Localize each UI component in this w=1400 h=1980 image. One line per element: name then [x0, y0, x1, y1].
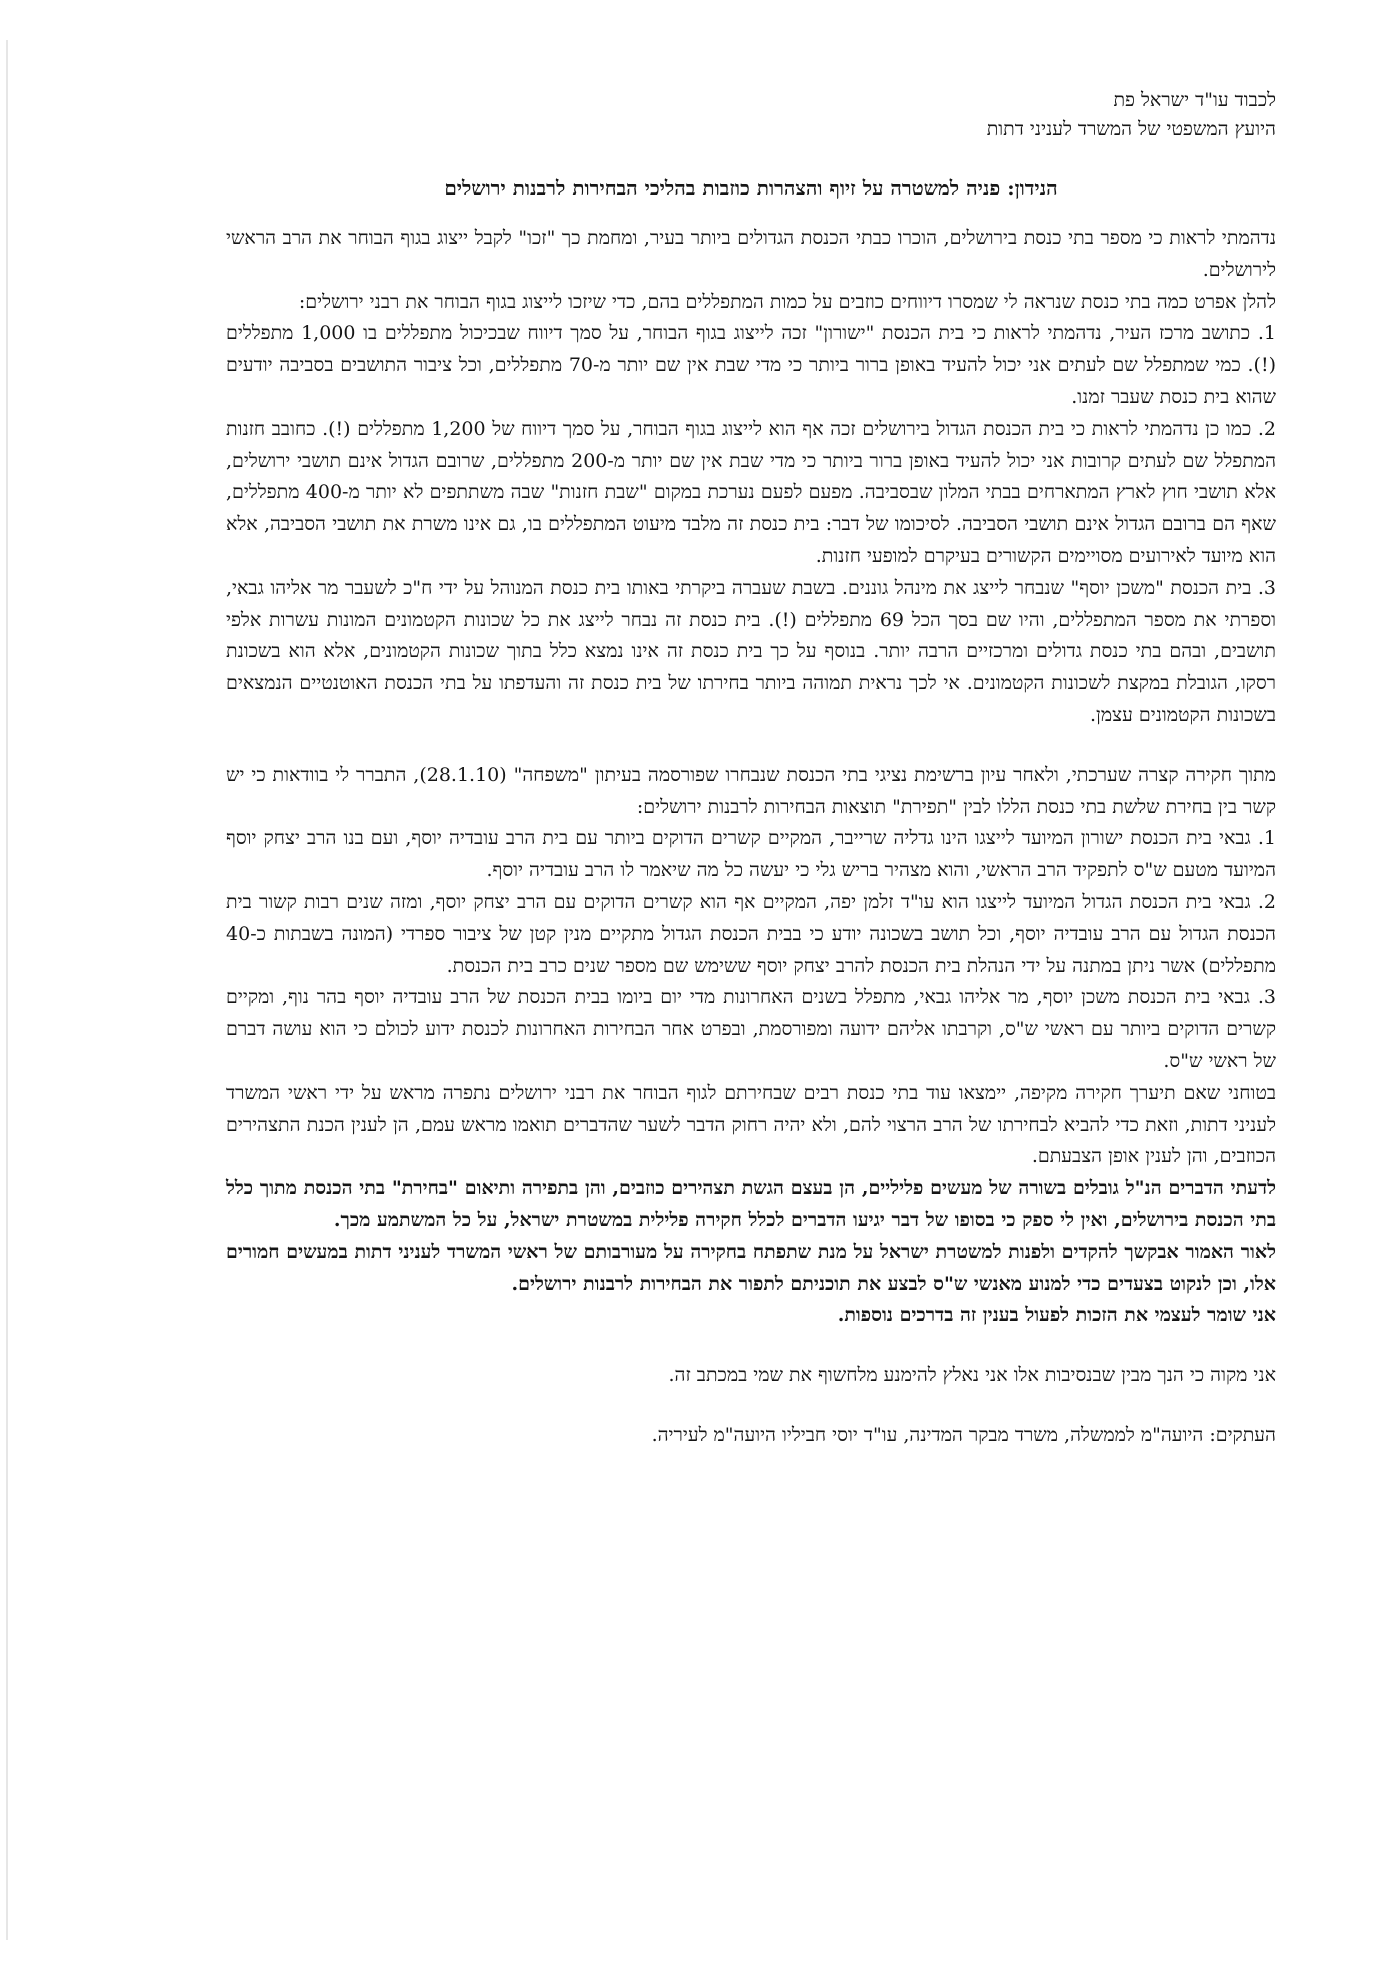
paragraph-gabbai-1: 1. גבאי בית הכנסת ישורון המיועד לייצגו הינו גדליה שרייבר, המקיים קשרים הדוקים ביותר עם בית הרב עובדיה יוסף, ועם בנו הרב יצחק יוסף המיועד מטעם ש"ס לתפקיד הרב הראשי, והוא מצהיר בריש גלי כי יעשה כל מה שיאמר לו הרב עובדיה יוסף.: [226, 827, 1276, 882]
recipient-block: [226, 86, 1276, 144]
paragraph-item-great-synagogue: 2. כמו כן נדהמתי לראות כי בית הכנסת הגדול בירושלים זכה אף הוא לייצוג בגוף הבוחר, על סמך דיווח של 1,200 מתפללים (!). כחובב חזנות המתפלל שם לעתים קרובות אני יכול להעיד באופן ברור ביותר כי מדי שבת אין שם יותר מ-200 מתפללים, שרובם הגדול אינם תושבי ירושלים, אלא תושבי חוץ לארץ המתארחים בבתי המלון שבסביבה. מפעם לפעם נערכת במקום "שבת חזנות" שבה משתתפים לא יותר מ-400 מתפללים, שאף הם ברובם הגדול אינם תושבי הסביבה. לסיכומו של דבר: בית כנסת זה מלבד מיעוט המתפללים בו, גם אינו משרת את תושבי הסביבה, אלא הוא מיועד לאירועים מסויימים הקשורים בעיקרם למופעי חזנות.: [226, 417, 1277, 567]
anonymity-note: אני מקוה כי הנך מבין שבנסיבות אלו אני נאלץ להימנע מלחשוף את שמי במכתב זה.: [668, 1364, 1276, 1387]
paragraph-gabbai-2: 2. גבאי בית הכנסת הגדול המיועד לייצגו הוא עו"ד זלמן יפה, המקיים אף הוא קשרים הדוקים עם הרב יצחק יוסף, ומזה שנים רבות קשור בית הכנסת הגדול עם הרב עובדיה יוסף, וכל תושב בשכונה יודע כי בבית הכנסת הגדול מתקיים מנין קטן של ציבור ספרדי (המונה בשבתות כ-40 מתפללים) אשר ניתן במתנה על ידי הנהלת בית הכנסת להרב יצחק יוסף ששימש שם מספר שנים כרב בית הכנסת.: [226, 890, 1276, 977]
paragraph-item-mishkan-yosef: 3. בית הכנסת "משכן יוסף" שנבחר לייצג את מינהל גוננים. בשבת שעברה ביקרתי באותו בית כנסת המנוהל על ידי ח"כ לשעבר מר אליהו גבאי, וספרתי את מספר המתפללים, והיו שם בסך הכל 69 מתפללים (!). בית כנסת זה נבחר לייצג את כל שכונות הקטמונים המונות עשרות אלפי תושבים, ובהם בתי כנסת גדולים ומרכזיים הרבה יותר. בנוסף על כך בית כנסת זה אינו נמצא כלל בתוך שכונות הקטמונים, אלא הוא בשכונת רסקו, הגובלת במקצת לשכונות הקטמונים. אי לכך נראית תמוהה ביותר בחירתו של בית כנסת זה והעדפתו על בתי הכנסת האוטנטיים הנמצאים בשכונות הקטמונים עצמן.: [226, 576, 1276, 726]
paragraph-conclusion: בטוחני שאם תיערך חקירה מקיפה, יימצאו עוד בתי כנסת רבים שבחירתם לגוף הבוחר את רבני ירושלים נתפרה מראש על ידי ראשי המשרד לעניני דתות, וזאת כדי להביא לבחירתו של הרב הרצוי להם, ולא יהיה רחוק הדבר לשער שהדברים תואמו מראש עמם, הן לענין הכנת התצהירים הכוזבים, והן לענין אופן הצבעתם.: [226, 1081, 1276, 1168]
recipient-title: היועץ המשפטי של המשרד לעניני דתות: [986, 118, 1276, 140]
recipient-name: לכבוד עו"ד ישראל פת: [1113, 89, 1276, 111]
scan-edge: [6, 40, 8, 1940]
paragraph-list-intro: להלן אפרט כמה בתי כנסת שנראה לי שמסרו דיווחים כוזבים על כמות המתפללים בהם, כדי שיזכו לייצוג בגוף הבוחר את רבני ירושלים:: [298, 290, 1276, 313]
paragraph-intro: נדהמתי לראות כי מספר בתי כנסת בירושלים, הוכרו כבתי הכנסת הגדולים ביותר בעיר, ומחמת כך "זכו" לקבל ייצוג בגוף הבוחר את הרב הראשי לירושלים.: [226, 227, 1276, 281]
bold-paragraph-reserve-rights: אני שומר לעצמי את הזכות לפעול בענין זה בדרכים נוספות.: [837, 1304, 1276, 1327]
subject-line: הנידון: פניה למשטרה על זיוף והצהרות כוזבות בהליכי הבחירות לרבנות ירושלים: [444, 176, 1058, 200]
bold-paragraph-criminal: לדעתי הדברים הנ"ל גובלים בשורה של מעשים פליליים, הן בעצם הגשת תצהירים כוזבים, והן בתפירה ותיאום "בחירת" בתי הכנסת מתוך כלל בתי הכנסת בירושלים, ואין לי ספק כי בסופו של דבר יגיעו הדברים לכלל חקירה פלילית במשטרת ישראל, על כל המשתמע מכך.: [226, 1177, 1276, 1231]
paragraph-item-yeshurun: 1. כתושב מרכז העיר, נדהמתי לראות כי בית הכנסת "ישורון" זכה לייצוג בגוף הבוחר, על סמך דיווח שבכיכול מתפללים בו 1,000 מתפללים (!). כמי שמתפלל שם לעתים אני יכול להעיד באופן ברור ביותר כי מדי שבת אין שם יותר מ-70 מתפללים, וכל ציבור התושבים בסביבה יודעים שהוא בית כנסת שעבר זמנו.: [226, 322, 1276, 408]
copies-line: העתקים: היועה"מ לממשלה, משרד מבקר המדינה, עו"ד יוסי חביליו היועה"מ לעיריה.: [651, 1424, 1276, 1447]
paragraph-gabbai-3: 3. גבאי בית הכנסת משכן יוסף, מר אליהו גבאי, מתפלל בשנים האחרונות מדי יום ביומו בבית הכנסת של הרב עובדיה יוסף בהר נוף, ומקיים קשרים הדוקים ביותר עם ראשי ש"ס, וקרבתו אליהם ידועה ומפורסמת, ובפרט אחר הבחירות האחרונות לכנסת ידוע לכולם כי הוא עושה דברם של ראשי ש"ס.: [226, 986, 1276, 1072]
bold-paragraph-request: לאור האמור אבקשך להקדים ולפנות למשטרת ישראל על מנת שתפתח בחקירה על מעורבותם של ראשי המשרד לעניני דתות במעשים חמורים אלו, וכן לנקוט בצעדים כדי למנוע מאנשי ש"ס לבצע את תוכניתם לתפור את הבחירות לרבנות ירושלים.: [226, 1240, 1276, 1295]
letter-body: [226, 223, 1276, 1332]
paragraph-investigation: מתוך חקירה קצרה שערכתי, ולאחר עיון ברשימת נציגי בתי הכנסת שנבחרו שפורסמה בעיתון "משפחה" (28.1.10), התברר לי בוודאות כי יש קשר בין בחירת שלשת בתי כנסת הללו לבין "תפירת" תוצאות הבחירות לרבנות ירושלים:: [226, 763, 1276, 818]
